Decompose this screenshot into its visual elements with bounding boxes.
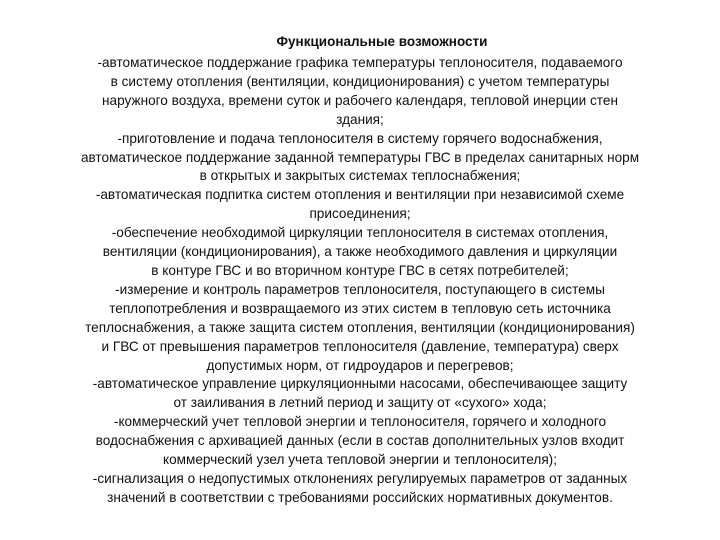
function-item [30,224,690,281]
text-line: -обеспечение необходимой циркуляции теплоносителя в системах отопления, [111,225,609,241]
text-line: вентиляции (кондиционирования), а также необходимого давления и циркуляции [102,244,618,260]
function-item [30,130,690,187]
text-line: -приготовление и подача теплоносителя в систему горячего водоснабжения, [117,130,603,146]
text-line: теплопотребления и возвращаемого из этих систем в тепловую сеть источника [109,300,611,316]
text-line: -измерение и контроль параметров теплоносителя, поступающего в системы [115,281,605,297]
text-line: -автоматическое управление циркуляционными насосами, обеспечивающее защиту [92,376,628,392]
text-line: и ГВС от превышения параметров теплоносителя (давление, температура) сверх [101,338,619,354]
text-line: теплоснабжения, а также защита систем отопления, вентиляции (кондиционирования) [85,319,635,335]
text-line: -коммерческий учет тепловой энергии и теплоносителя, горячего и холодного [113,414,607,430]
function-item [30,470,690,508]
text-line: в систему отопления (вентиляции, кондиционирования) с учетом температуры [110,73,610,89]
functions-list [30,54,690,508]
text-line: коммерческий узел учета тепловой энергии и теплоносителя); [163,452,557,468]
text-line: автоматическое поддержание заданной температуры ГВС в пределах санитарных норм [80,149,640,165]
text-line: -автоматическое поддержание графика температуры теплоносителя, подаваемого [97,55,623,70]
text-line: -автоматическая подпитка систем отопления и вентиляции при независимой схеме [95,187,625,203]
text-line: -сигнализация о недопустимых отклонениях регулируемых параметров от заданных [92,470,628,486]
function-item [30,186,690,224]
function-item [30,281,690,376]
function-item [30,375,690,413]
text-line: значений в соответствии с требованиями российских нормативных документов. [107,489,613,505]
text-line: в контуре ГВС и во вторичном контуре ГВС в сетях потребителей; [151,262,569,278]
text-line: присоединения; [309,206,411,222]
text-line: допустимых норм, от гидроударов и перегревов; [206,357,514,373]
text-line: водоснабжения с архивацией данных (если в состав дополнительных узлов входит [95,433,625,449]
text-line: наружного воздуха, времени суток и рабочего календаря, тепловой инерции стен [102,92,618,108]
text-line: в открытых и закрытых системах теплоснабжения; [199,168,521,184]
page-title: Функциональные возможности [276,34,488,49]
function-item [30,54,690,130]
text-line: здания; [336,111,384,127]
function-item [30,413,690,470]
text-line: от заиливания в летний период и защиту от «сухого» хода; [173,395,547,411]
